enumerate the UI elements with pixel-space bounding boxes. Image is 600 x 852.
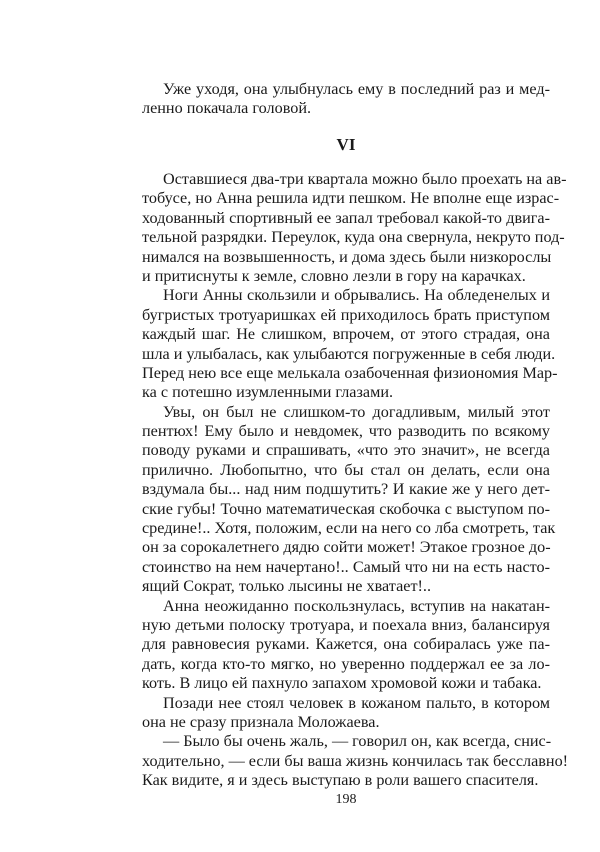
text-line: Позади нее стоял человек в кожаном пальто, в котором [163,693,550,712]
text-line: ходительно, — если бы ваша жизнь кончилась так бесславно! [142,751,569,770]
text-line: ленно покачала головой. [142,99,312,118]
text-line: ка с потешно изумленными глазами. [142,383,394,402]
text-line: поводу руками и спрашивать, «что это значит», не всегда [142,441,550,460]
text-line: дать, когда кто-то мягко, но уверенно поддержал ее за ло- [142,654,550,673]
text-line: для равновесия руками. Кажется, она собиралась уже па- [142,635,550,654]
page-number: 198 [335,792,357,807]
text-line: он за сорокалетнего дядю сойти может! Этакое грозное до- [142,538,551,557]
text-line: Оставшиеся два-три квартала можно было проехать на ав- [163,170,567,188]
text-line: ную детьми полоску тротуара, и поехала вниз, балансируя [142,615,550,634]
text-line: — Было бы очень жаль, — говорил он, как всегда, снис- [163,732,552,751]
text-line: ские губы! Точно математическая скобочка с выступом по- [142,499,550,518]
text-line: тельной разрядки. Переулок, куда она свернула, некруто под- [142,228,565,247]
text-line: стоинство на нем начертано!.. Самый что ни на есть насто- [142,557,550,576]
text-line: прилично. Любопытно, что бы стал он делать, если она [142,460,550,479]
text-line: нимался на возвышенность, и дома здесь были низкорослы [142,247,552,266]
text-line: Как видите, я и здесь выступаю в роли вашего спасителя. [142,771,539,790]
text-line: Ноги Анны скользили и обрывались. На обледенелых и [163,286,550,305]
text-line: коть. В лицо ей пахнуло запахом хромовой кожи и табака. [142,674,542,693]
intro-paragraph [142,80,550,119]
text-line: Перед нею все еще мелькала озабоченная физиономия Мар- [142,363,558,382]
text-line: ящий Сократ, только лысины не хватает!.. [142,577,432,596]
text-line: Уже уходя, она улыбнулась ему в последний раз и мед- [163,80,550,98]
text-line: средине!.. Хотя, положим, если на него со лба смотреть, так [142,519,556,538]
text-line: шла и улыбалась, как улыбаются погруженные в себя люди. [142,344,556,363]
chapter-heading: VI [336,135,356,154]
text-line: ходованный спортивный ее запал требовал какой-то двига- [142,208,550,227]
text-line: и притиснуты к земле, словно лезли в гору на карачках. [142,266,526,285]
text-line: каждый шаг. Не слишком, впрочем, от этого страдая, она [142,325,550,344]
text-line: тобусе, но Анна решила идти пешком. Не вполне еще израс- [142,189,560,208]
main-text [142,170,569,791]
text-line: бугристых тротуаришках ей приходилось брать приступом [142,305,550,324]
text-line: Анна неожиданно поскользнулась, вступив на накатан- [163,596,550,615]
text-line: она не сразу признала Моложаева. [142,712,380,731]
text-line: пентюх! Ему было и невдомек, что разводить по всякому [142,422,550,441]
text-line: вздумала бы... над ним подшутить? И какие же у него дет- [142,480,550,499]
text-line: Увы, он был не слишком-то догадливым, милый этот [163,402,550,421]
